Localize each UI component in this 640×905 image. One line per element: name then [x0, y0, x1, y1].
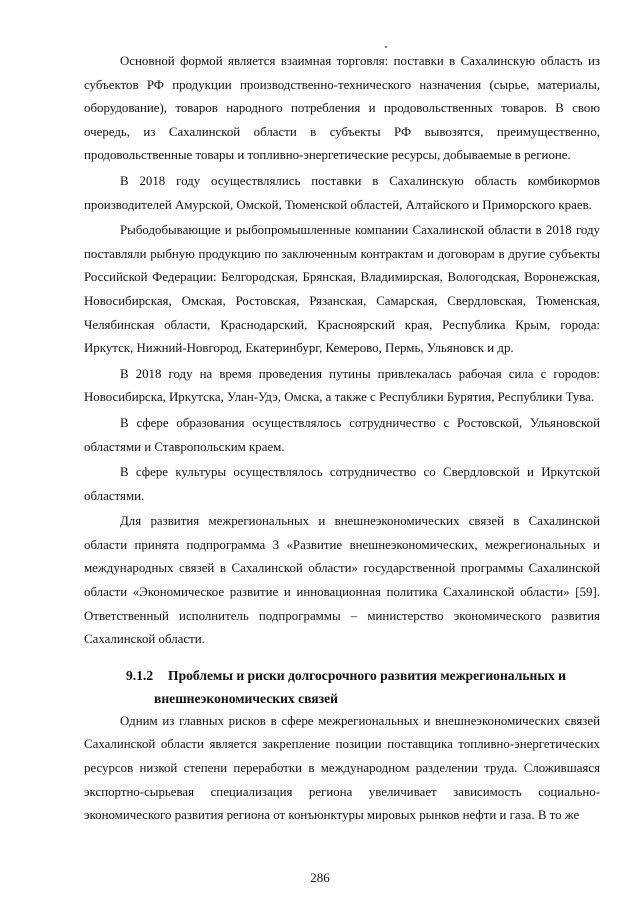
paragraph-risks: Одним из главных рисков в сфере межрегиональных и внешнеэкономических связей Сахалинской области является закрепление позиции поставщика топливно-энергетических ресурсов низкой степени переработки в международном разделении труда. Сложившаяся экспортно-сырьевая специализация региона увеличивает зависимость социально-экономического развития региона от конъюнктуры мировых рынков нефти и газа. В то же — [84, 713, 600, 823]
paragraph-culture: В сфере культуры осуществлялось сотрудничество со Свердловской и Иркутской областями. — [84, 465, 600, 503]
paragraph-mutual-trade: Основной формой является взаимная торговля: поставки в Сахалинскую область из субъектов РФ продукции производственно-технического назначения (сырье, материалы, оборудование), товаров народного потребления и продовольственных товаров. В свою очередь, из Сахалинской области в субъекты РФ вывозятся, преимущественно, продовольственные товары и топливно-энергетические ресурсы, добываемые в регионе. — [84, 54, 600, 163]
paragraph-subprogram: Для развития межрегиональных и внешнеэкономических связей в Сахалинской области принята подпрограмма 3 «Развитие внешнеэкономических, межрегиональных и международных связей в Сахалинской области» государственной программы Сахалинской области «Экономическое развитие и инновационная политика Сахалинской области» [59]. Ответственный исполнитель подпрограммы – министерство экономического развития Сахалинской области. — [84, 514, 600, 647]
paragraph-fish-products: Рыбодобывающие и рыбопромышленные компании Сахалинской области в 2018 году поставляли рыбную продукцию по заключенным контрактам и договорам в другие субъекты Российской Федерации: Белгородская, Брянская, Владимирская, Вологодская, Воронежская, Новосибирская, Омская, Ростовская, Рязанская, Самарская, Свердловская, Тюменская, Челябинская области, Краснодарский, Красноярский края, Республика Крым, города: Иркутск, Нижний-Новгород, Екатеринбург, Кемерово, Пермь, Ульяновск и др. — [84, 223, 600, 356]
paragraph-education: В сфере образования осуществлялось сотрудничество с Ростовской, Ульяновской областями и Ставропольским краем. — [84, 415, 600, 454]
section-title: Проблемы и риски долгосрочного развития межрегиональных и внешнеэкономических связей — [154, 667, 566, 706]
page-number: 286 — [310, 870, 330, 885]
section-heading — [84, 664, 600, 710]
paragraph-labor-force: В 2018 году на время проведения путины привлекалась рабочая сила с городов: Новосибирска, Иркутска, Улан-Удэ, Омска, а также с Республики Бурятия, Республики Тува. — [84, 366, 600, 405]
section-number: 9.1.2 — [126, 667, 154, 683]
scan-speck — [385, 46, 387, 48]
body-text — [84, 50, 600, 830]
paragraph-feed-supplies: В 2018 году осуществлялись поставки в Сахалинскую область комбикормов производителей Амурской, Омской, Тюменской областей, Алтайского и Приморского краев. — [84, 173, 600, 212]
